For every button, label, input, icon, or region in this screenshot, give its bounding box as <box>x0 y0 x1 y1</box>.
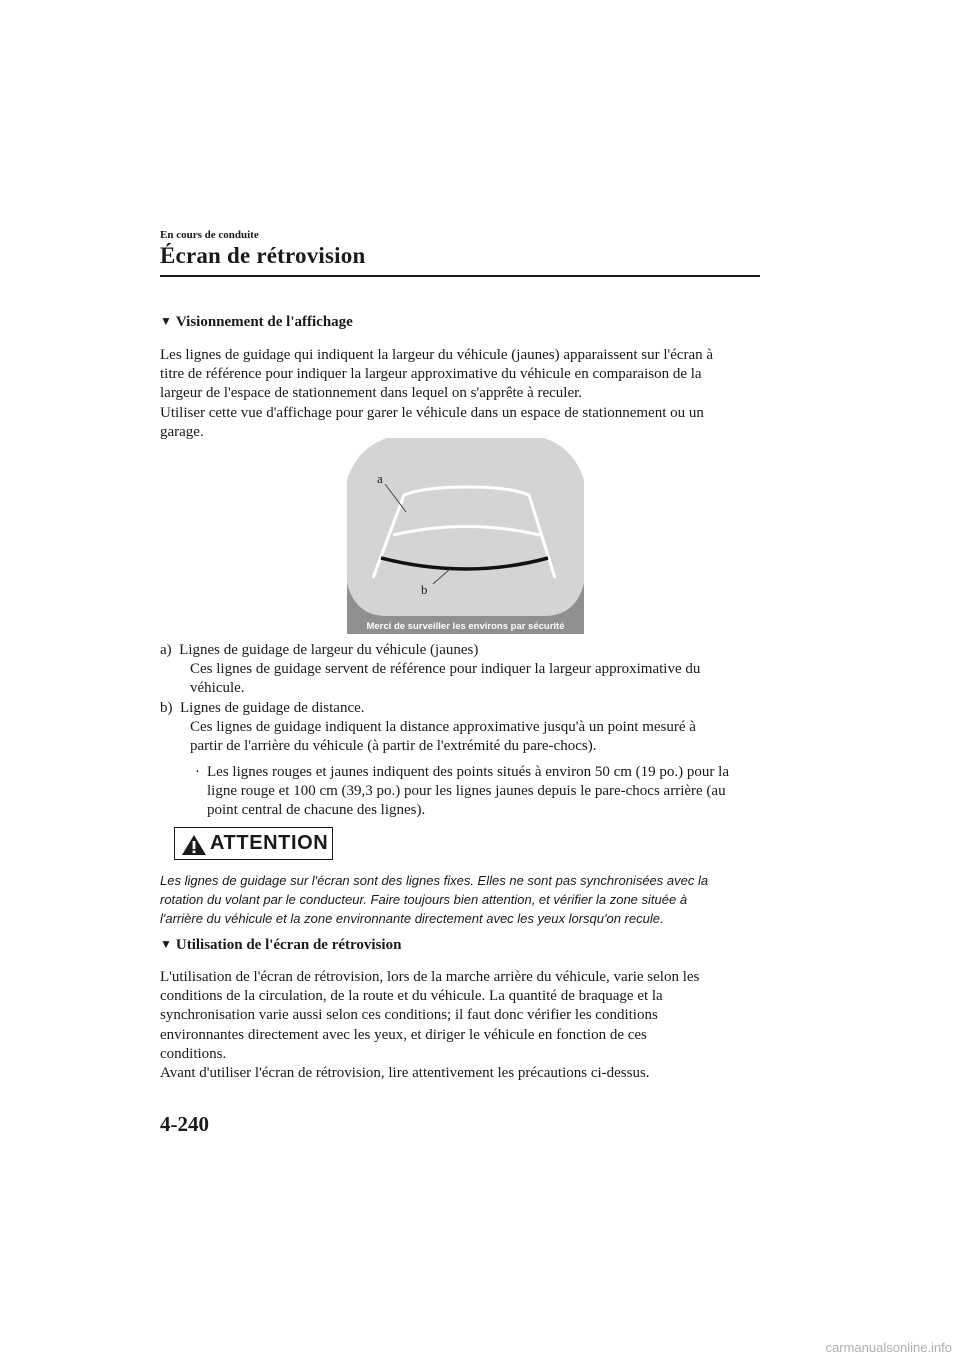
section-label: En cours de conduite <box>160 229 259 241</box>
paragraph-line: Avant d'utiliser l'écran de rétrovision, lire attentivement les précautions ci-dessus. <box>160 1065 650 1082</box>
paragraph-line: Utiliser cette vue d'affichage pour garer le véhicule dans un espace de stationnement ou un <box>160 404 704 421</box>
usage-paragraph <box>160 968 760 1083</box>
paragraph-line: environnantes directement avec les yeux, et diriger le véhicule en fonction de ces <box>160 1026 647 1043</box>
triangle-down-icon: ▼ <box>160 937 172 951</box>
guide-lines-list <box>160 641 700 756</box>
section-heading-viewing <box>160 314 353 331</box>
list-marker: b) <box>160 699 173 716</box>
paragraph-line: L'utilisation de l'écran de rétrovision, lors de la marche arrière du véhicule, varie selon les <box>160 969 700 985</box>
attention-line: Les lignes de guidage sur l'écran sont des lignes fixes. Elles ne sont pas synchronisées avec la <box>160 873 709 888</box>
callout-b: b <box>421 582 428 597</box>
bullet-line: point central de chacune des lignes). <box>207 802 426 819</box>
rear-camera-diagram <box>347 438 584 634</box>
warning-triangle-icon <box>181 834 207 856</box>
bullet-marker: · <box>195 764 200 780</box>
paragraph-line: conditions. <box>160 1045 227 1062</box>
paragraph-line: synchronisation varie aussi selon ces conditions; il faut donc vérifier les conditions <box>160 1007 658 1024</box>
attention-line: rotation du volant par le conducteur. Faire toujours bien attention, et vérifier la zone située à <box>160 892 688 907</box>
section-heading-text: Utilisation de l'écran de rétrovision <box>175 937 402 953</box>
list-item-title: Lignes de guidage de distance. <box>180 699 365 716</box>
callout-a: a <box>377 471 383 486</box>
section-heading-usage <box>160 937 401 954</box>
attention-label: ATTENTION <box>210 832 329 854</box>
paragraph-line: largeur de l'espace de stationnement dans lequel on s'apprête à reculer. <box>160 385 583 402</box>
list-item-a <box>160 641 700 660</box>
attention-line: l'arrière du véhicule et la zone environnante directement avec les yeux lorsqu'on recule. <box>160 911 664 926</box>
list-item-title: Lignes de guidage de largeur du véhicule (jaunes) <box>179 642 479 658</box>
list-item-desc: partir de l'arrière du véhicule (à partir de l'extrémité du pare-chocs). <box>190 738 597 755</box>
watermark: carmanualsonline.info <box>825 1340 952 1355</box>
paragraph-line: conditions de la circulation, de la route et du véhicule. La quantité de braquage et la <box>160 988 663 1005</box>
camera-screen-background <box>347 438 584 634</box>
attention-badge <box>174 827 333 860</box>
bullet-line: Les lignes rouges et jaunes indiquent des points situés à environ 50 cm (19 po.) pour la <box>207 764 729 780</box>
paragraph-line: garage. <box>160 423 204 440</box>
list-item-desc: Ces lignes de guidage servent de référence pour indiquer la largeur approximative du <box>190 661 701 678</box>
triangle-down-icon: ▼ <box>160 314 172 328</box>
paragraph-line: Les lignes de guidage qui indiquent la largeur du véhicule (jaunes) apparaissent sur l'écran à <box>160 347 714 363</box>
screen-caption: Merci de surveiller les environs par sécurité <box>366 621 565 632</box>
page-title: Écran de rétrovision <box>160 243 366 268</box>
list-item-desc: véhicule. <box>190 680 245 697</box>
attention-text <box>160 871 708 928</box>
paragraph-line: titre de référence pour indiquer la largeur approximative du véhicule en comparaison de la <box>160 366 702 383</box>
list-item-b <box>160 699 700 718</box>
title-divider <box>160 275 760 277</box>
bullet-text <box>207 763 729 821</box>
list-marker: a) <box>160 642 172 658</box>
rear-camera-view-figure <box>347 438 584 634</box>
list-item-desc: Ces lignes de guidage indiquent la distance approximative jusqu'à un point mesuré à <box>190 718 696 735</box>
page-number: 4-240 <box>160 1112 209 1136</box>
section-heading-text: Visionnement de l'affichage <box>175 314 353 330</box>
viewing-paragraph <box>160 346 760 442</box>
bullet-line: ligne rouge et 100 cm (39,3 po.) pour les lignes jaunes depuis le pare-chocs arrière (au <box>207 783 726 800</box>
